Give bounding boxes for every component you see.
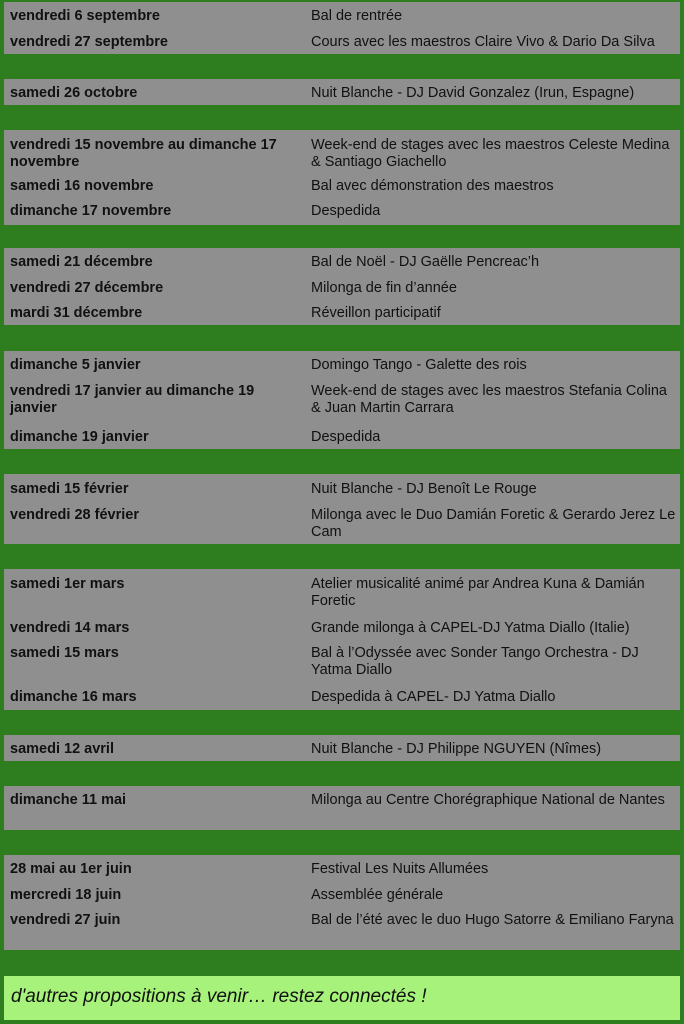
month-block-october xyxy=(4,79,680,105)
month-block-december xyxy=(4,248,680,325)
event-date: samedi 15 mars xyxy=(10,645,119,661)
month-block-may xyxy=(4,786,680,830)
event-date: vendredi 27 décembre xyxy=(10,280,164,296)
event-description: Réveillon participatif xyxy=(311,305,441,321)
event-description: Bal à l’Odyssée avec Sonder Tango Orchestra - DJ Yatma Diallo xyxy=(311,645,639,678)
event-date: samedi 1er mars xyxy=(10,576,125,592)
event-description: Domingo Tango - Galette des rois xyxy=(311,357,527,373)
event-description: Grande milonga à CAPEL-DJ Yatma Diallo (Italie) xyxy=(311,620,630,636)
event-description: Milonga au Centre Chorégraphique National de Nantes xyxy=(311,792,665,808)
event-date: dimanche 17 novembre xyxy=(10,203,172,219)
event-date: vendredi 6 septembre xyxy=(10,8,160,24)
event-date: mercredi 18 juin xyxy=(10,887,122,903)
event-description: Nuit Blanche - DJ David Gonzalez (Irun, Espagne) xyxy=(311,85,635,101)
month-block-june xyxy=(4,855,680,950)
event-date: dimanche 19 janvier xyxy=(10,429,149,445)
event-date: vendredi 27 juin xyxy=(10,912,121,928)
event-date: vendredi 28 février xyxy=(10,507,139,523)
footer-text: d'autres propositions à venir… restez connectés ! xyxy=(11,986,427,1007)
month-block-november xyxy=(4,130,680,225)
event-description: Bal de l’été avec le duo Hugo Satorre & Emiliano Faryna xyxy=(311,912,674,928)
event-date: dimanche 16 mars xyxy=(10,689,137,705)
event-description: Bal de rentrée xyxy=(311,8,403,24)
month-block-march xyxy=(4,569,680,710)
event-date: samedi 15 février xyxy=(10,481,129,497)
event-description: Milonga avec le Duo Damián Foretic & Gerardo Jerez Le Cam xyxy=(311,507,676,540)
event-description: Despedida à CAPEL- DJ Yatma Diallo xyxy=(311,689,556,705)
event-date: vendredi 14 mars xyxy=(10,620,130,636)
event-date: samedi 12 avril xyxy=(10,741,114,757)
event-date: dimanche 11 mai xyxy=(10,792,127,808)
event-description: Despedida xyxy=(311,203,381,219)
event-date: 28 mai au 1er juin xyxy=(10,861,132,877)
month-block-september xyxy=(4,2,680,54)
month-block-february xyxy=(4,474,680,544)
event-description: Milonga de fin d’année xyxy=(311,280,457,296)
event-date: vendredi 27 septembre xyxy=(10,34,168,50)
event-date: vendredi 15 novembre au dimanche 17 novembre xyxy=(10,137,277,170)
event-description: Despedida xyxy=(311,429,381,445)
event-description: Cours avec les maestros Claire Vivo & Dario Da Silva xyxy=(311,34,655,50)
event-description: Atelier musicalité animé par Andrea Kuna & Damián Foretic xyxy=(311,576,645,609)
event-date: samedi 16 novembre xyxy=(10,178,154,194)
month-block-april xyxy=(4,735,680,761)
event-date: vendredi 17 janvier au dimanche 19 janvier xyxy=(10,383,255,416)
event-date: dimanche 5 janvier xyxy=(10,357,141,373)
event-description: Nuit Blanche - DJ Philippe NGUYEN (Nîmes) xyxy=(311,741,602,757)
event-description: Bal de Noël - DJ Gaëlle Pencreac’h xyxy=(311,254,540,270)
month-block-january xyxy=(4,351,680,449)
event-description: Week-end de stages avec les maestros Celeste Medina & Santiago Giachello xyxy=(311,137,670,170)
event-description: Week-end de stages avec les maestros Stefania Colina & Juan Martin Carrara xyxy=(311,383,667,416)
event-description: Bal avec démonstration des maestros xyxy=(311,178,554,194)
event-date: mardi 31 décembre xyxy=(10,305,143,321)
event-date: samedi 26 octobre xyxy=(10,85,138,101)
event-date: samedi 21 décembre xyxy=(10,254,153,270)
footer-banner xyxy=(4,976,680,1020)
event-description: Assemblée générale xyxy=(311,887,444,903)
event-description: Nuit Blanche - DJ Benoît Le Rouge xyxy=(311,481,537,497)
event-description: Festival Les Nuits Allumées xyxy=(311,861,489,877)
